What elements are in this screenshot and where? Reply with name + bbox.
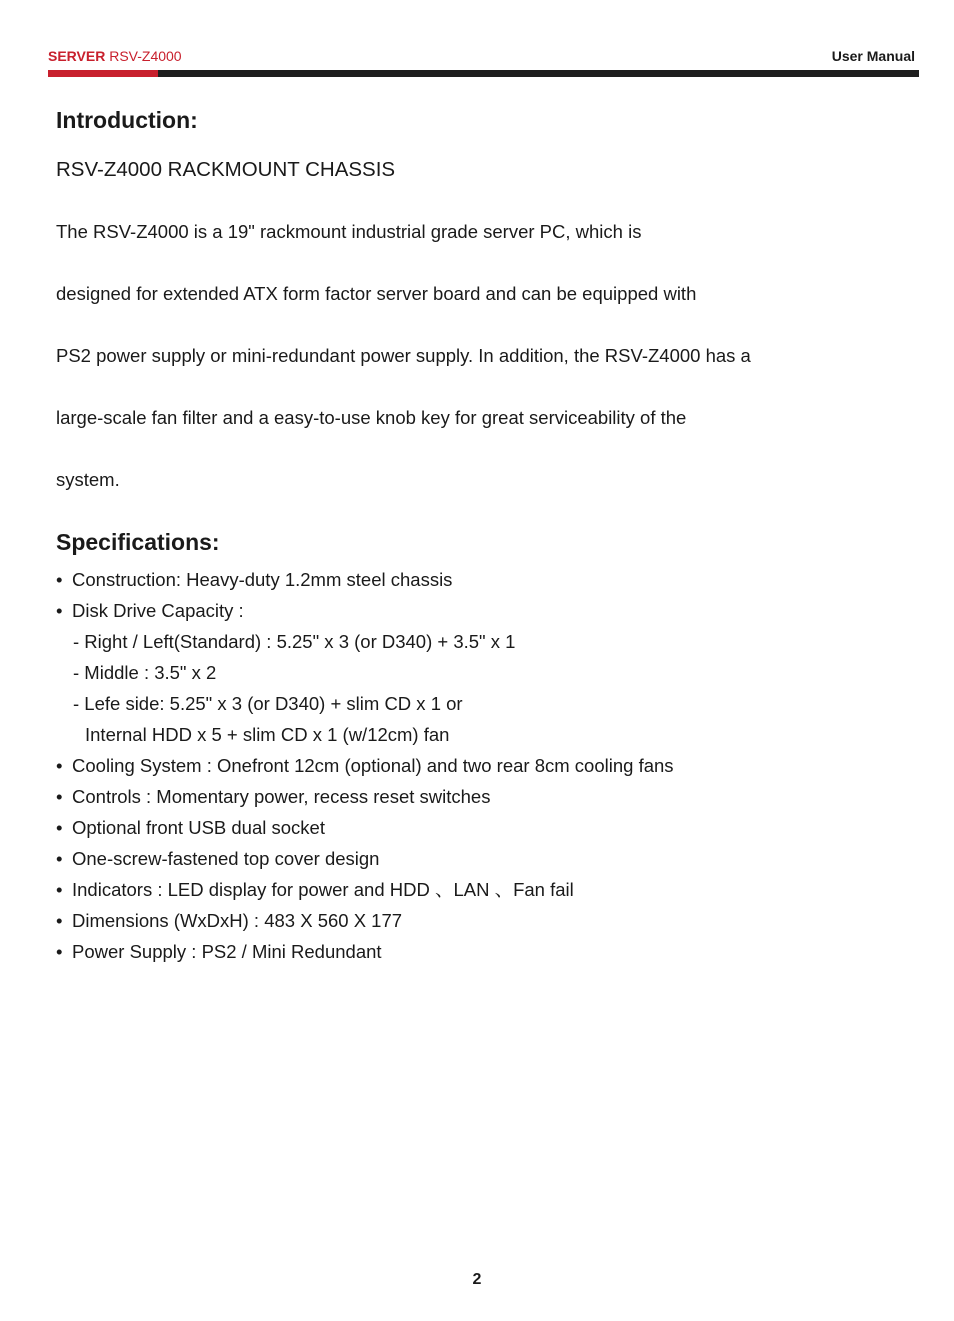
spec-item (56, 905, 856, 936)
paragraph-line: system. (56, 469, 120, 490)
specifications-list (56, 564, 856, 967)
spec-text: Cooling System : Onefront 12cm (optional) and two rear 8cm cooling fans (72, 755, 674, 776)
spec-item (56, 812, 856, 843)
introduction-paragraph (56, 185, 856, 526)
brand-name: SERVER (48, 48, 106, 64)
spec-subtext: - Right / Left(Standard) : 5.25" x 3 (or D340) + 3.5" x 1 (73, 631, 516, 652)
spec-text: Construction: Heavy-duty 1.2mm steel chassis (72, 569, 453, 590)
brand-label (48, 47, 182, 65)
spec-subitem-continued (56, 719, 856, 750)
spec-item (56, 564, 856, 595)
spec-subitem (56, 657, 856, 688)
paragraph-line: PS2 power supply or mini-redundant power supply. In addition, the RSV-Z4000 has a (56, 345, 751, 366)
bullet: • (56, 817, 63, 838)
spec-text: Disk Drive Capacity : (72, 600, 244, 621)
bullet: • (56, 941, 63, 962)
introduction-heading: Introduction: (56, 107, 198, 133)
spec-text: One-screw-fastened top cover design (72, 848, 380, 869)
spec-subitem (56, 626, 856, 657)
paragraph-line: designed for extended ATX form factor server board and can be equipped with (56, 283, 697, 304)
bullet: • (56, 569, 63, 590)
product-title: RSV-Z4000 RACKMOUNT CHASSIS (56, 158, 396, 181)
page-number: 2 (472, 1271, 482, 1288)
spec-subtext: Internal HDD x 5 + slim CD x 1 (w/12cm) fan (85, 724, 450, 745)
header-rule-accent (48, 70, 158, 77)
spec-subitem (56, 688, 856, 719)
spec-subtext: - Lefe side: 5.25" x 3 (or D340) + slim CD x 1 or (73, 693, 463, 714)
spec-subtext: - Middle : 3.5" x 2 (73, 662, 217, 683)
spec-item (56, 750, 856, 781)
spec-item (56, 781, 856, 812)
bullet: • (56, 848, 63, 869)
spec-item (56, 936, 856, 967)
paragraph-line: The RSV-Z4000 is a 19" rackmount industrial grade server PC, which is (56, 221, 642, 242)
document-type-label: User Manual (831, 48, 915, 64)
page-header (0, 0, 954, 80)
bullet: • (56, 600, 63, 621)
bullet: • (56, 786, 63, 807)
spec-text: Indicators : LED display for power and HDD 、LAN 、Fan fail (72, 879, 574, 900)
spec-item (56, 874, 856, 905)
specifications-heading: Specifications: (56, 529, 220, 555)
bullet: • (56, 910, 63, 931)
spec-text: Controls : Momentary power, recess reset switches (72, 786, 491, 807)
page-content (56, 104, 856, 967)
bullet: • (56, 879, 63, 900)
spec-text: Optional front USB dual socket (72, 817, 325, 838)
header-rule (158, 70, 919, 77)
spec-text: Dimensions (WxDxH) : 483 X 560 X 177 (72, 910, 403, 931)
spec-item (56, 595, 856, 626)
brand-model: RSV-Z4000 (109, 48, 182, 64)
paragraph-line: large-scale fan filter and a easy-to-use knob key for great serviceability of the (56, 407, 687, 428)
spec-item (56, 843, 856, 874)
bullet: • (56, 755, 63, 776)
spec-text: Power Supply : PS2 / Mini Redundant (72, 941, 382, 962)
